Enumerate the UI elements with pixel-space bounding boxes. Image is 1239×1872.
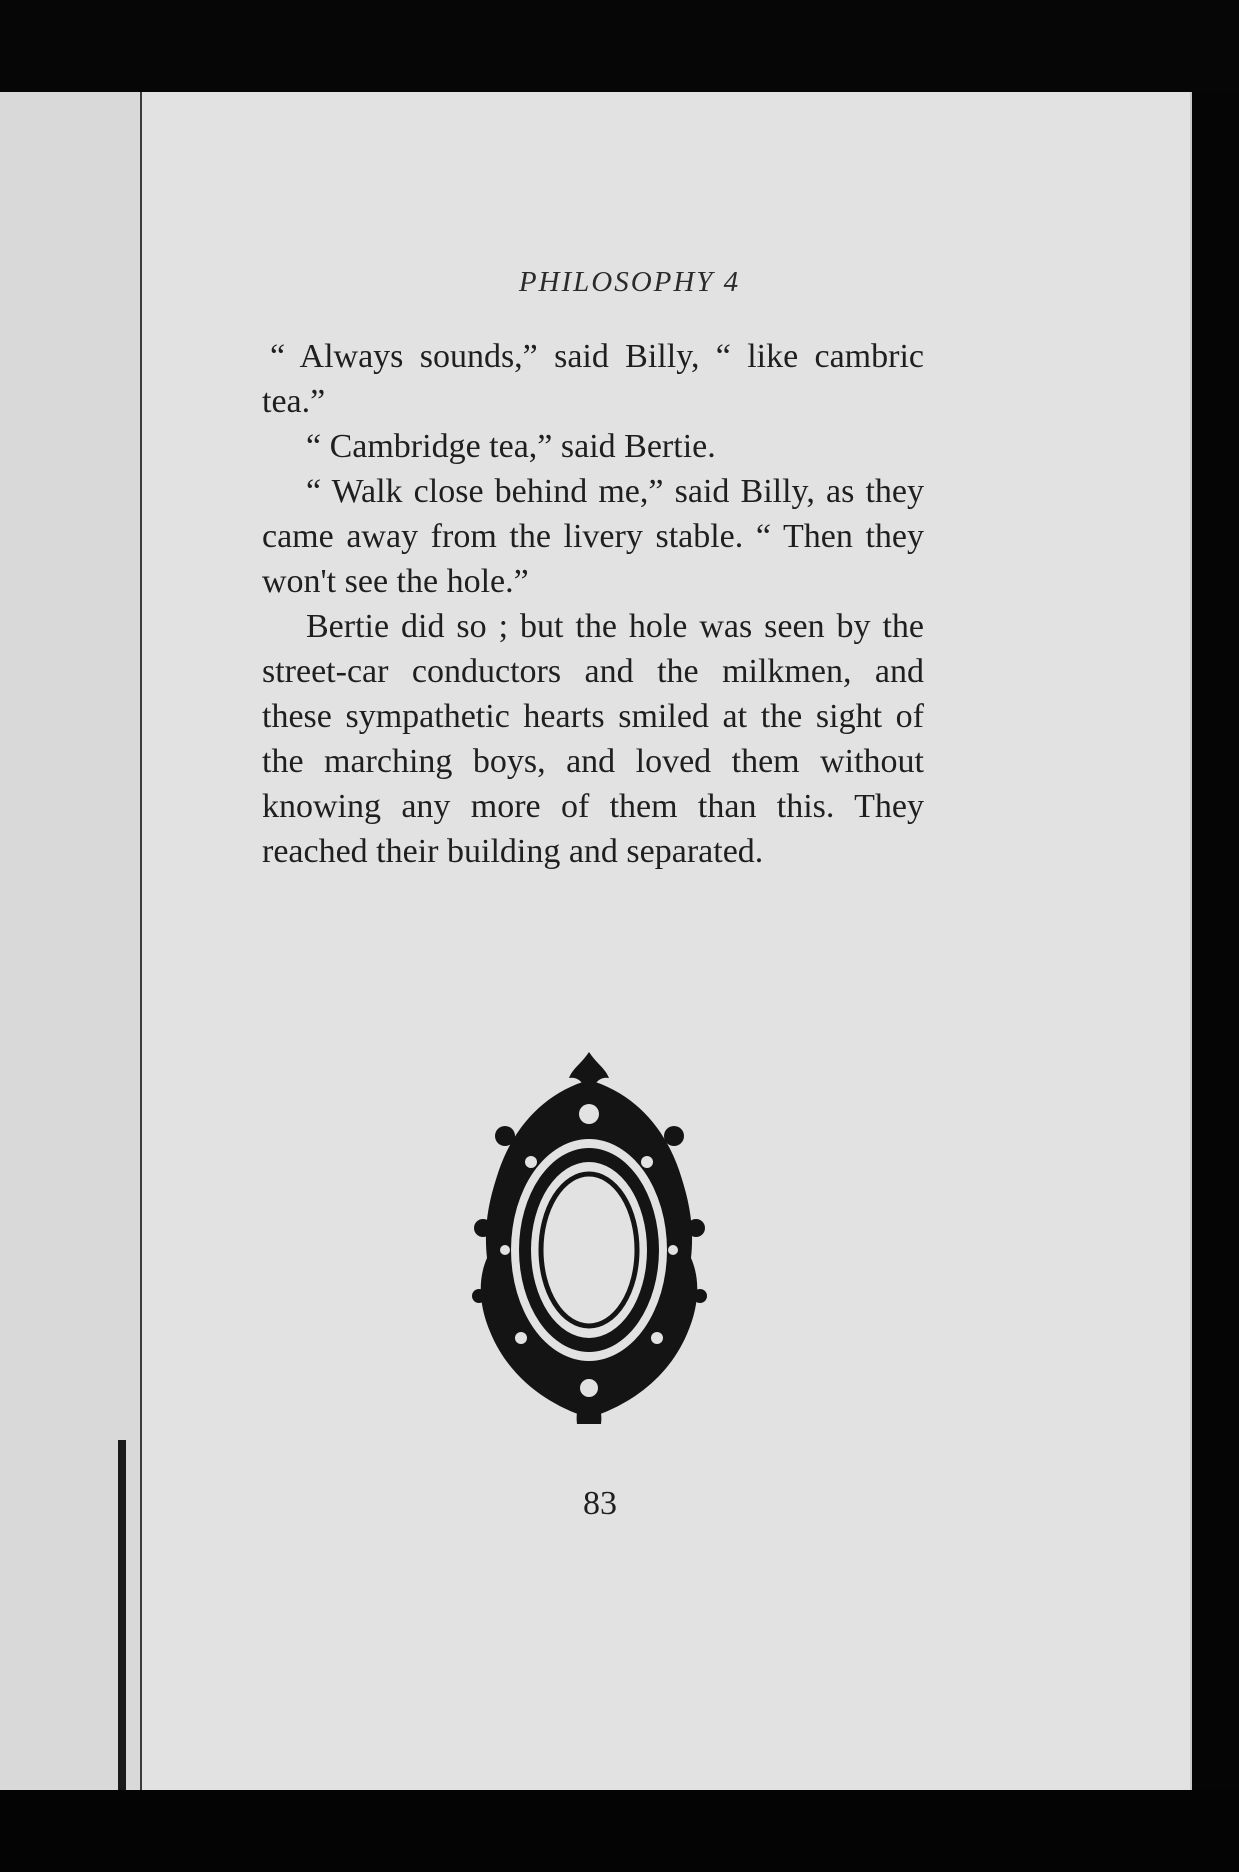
page-number: 83 xyxy=(583,1485,617,1522)
spine-line xyxy=(140,92,142,1790)
paragraph-2: “ Cambridge tea,” said Bertie. xyxy=(306,428,716,465)
paragraph-3: “ Walk close behind me,” said Billy, as they came away from the livery stable. “ Then they won't see the hole.” xyxy=(262,473,924,600)
spine-shadow xyxy=(118,1440,126,1790)
right-edge xyxy=(1192,92,1239,1790)
page-text xyxy=(262,334,924,874)
running-header: PHILOSOPHY 4 xyxy=(518,266,741,298)
bottom-scan-shadow xyxy=(0,1790,1239,1872)
decorative-oval-frame-icon xyxy=(457,1052,722,1424)
paragraph-1: “ Always sounds,” said Billy, “ like cambric tea.” xyxy=(262,338,924,420)
paragraph-4: Bertie did so ; but the hole was seen by the street-car conductors and the milkmen, and these sympathetic hearts smiled at the sight of the marching boys, and loved them without knowing any more of them than this. They reached their building and separated. xyxy=(262,608,924,870)
